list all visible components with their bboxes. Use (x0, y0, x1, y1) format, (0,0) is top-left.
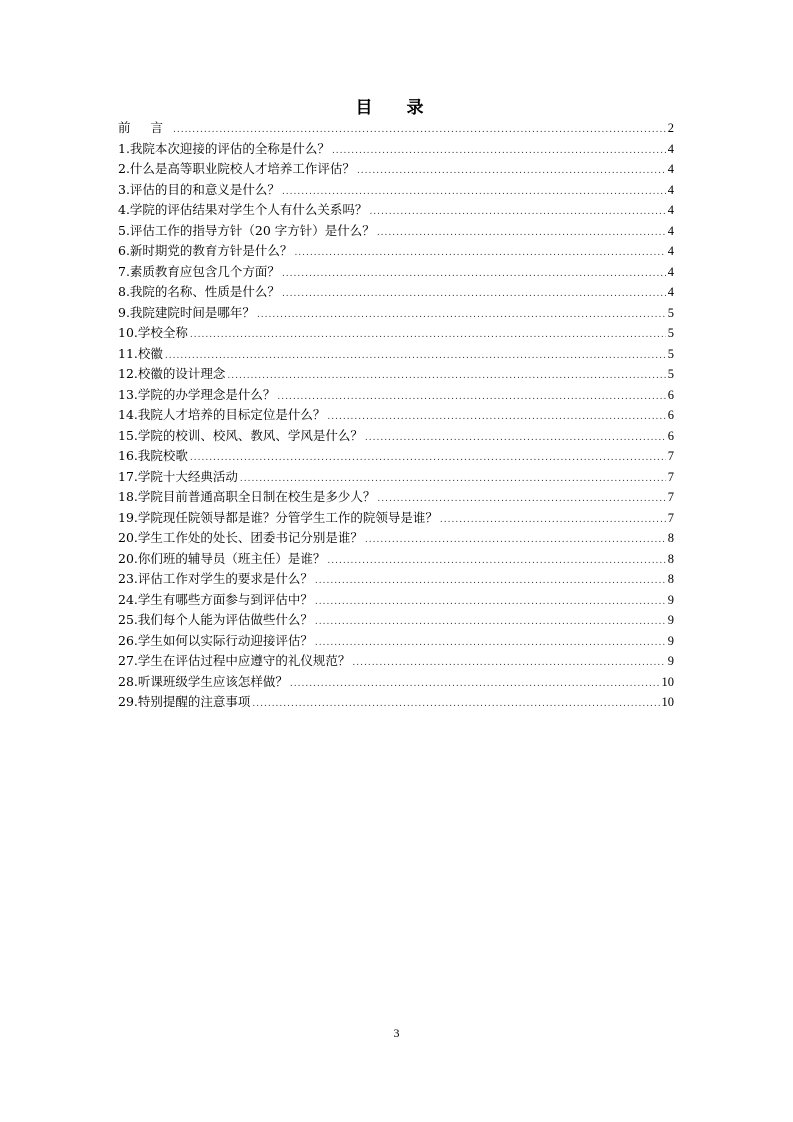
toc-entry-label: 19.学院现任院领导都是谁？分管学生工作的院领导是谁？ (118, 509, 438, 525)
page-number: 3 (393, 1026, 400, 1040)
toc-entry-page: 9 (667, 633, 674, 648)
toc-entry[interactable] (118, 323, 674, 344)
toc-entry-page: 6 (667, 428, 674, 443)
toc-entry[interactable] (118, 528, 674, 549)
page-title: 目 录 (355, 98, 438, 118)
toc-dot-leader (282, 180, 666, 201)
toc-entry-label: 18.学院目前普通高职全日制在校生是多少人？ (118, 489, 376, 504)
toc-entry-page: 4 (667, 162, 674, 176)
toc-entry-page: 4 (667, 141, 674, 156)
toc-entry[interactable] (118, 508, 674, 529)
toc-entry[interactable] (118, 405, 674, 426)
toc-entry-page: 10 (661, 674, 674, 689)
toc-entry[interactable] (118, 344, 674, 365)
toc-dot-leader (257, 303, 666, 324)
toc-entry[interactable] (118, 200, 674, 221)
toc-dot-leader (369, 200, 665, 221)
toc-entry-label: 29.特别提醒的注意事项 (118, 694, 251, 709)
toc-dot-leader (227, 364, 665, 385)
toc-entry-label: 24.学生有哪些方面参与到评估中？ (118, 591, 313, 607)
toc-entry-page: 10 (661, 695, 674, 709)
toc-entry-page: 8 (667, 531, 674, 545)
toc-entry[interactable] (118, 672, 674, 693)
toc-entry[interactable] (118, 487, 674, 508)
toc-entry-page: 9 (667, 592, 674, 607)
toc-entry-page: 5 (667, 326, 674, 340)
toc-entry-label: 6.新时期党的教育方针是什么？ (118, 243, 293, 258)
toc-entry-page: 7 (667, 490, 674, 504)
toc-entry[interactable] (118, 364, 674, 385)
toc-entry-label: 5.评估工作的指导方针（20 字方针）是什么？ (118, 222, 375, 238)
toc-entry[interactable] (118, 139, 674, 160)
toc-entry-page: 8 (667, 551, 674, 566)
toc-entry[interactable] (118, 221, 674, 242)
toc-entry-label: 23.评估工作对学生的要求是什么？ (118, 571, 313, 586)
toc-dot-leader (365, 426, 666, 447)
toc-entry-label: 15.学院的校训、校风、教风、学风是什么？ (118, 427, 363, 443)
toc-entry-page: 6 (667, 408, 674, 422)
toc-entry-label: 12.校徽的设计理念 (118, 366, 226, 381)
toc-entry-label: 3.评估的目的和意义是什么？ (118, 181, 280, 197)
toc-dot-leader (440, 508, 666, 529)
toc-entry[interactable] (118, 180, 674, 201)
toc-dot-leader (365, 528, 666, 549)
toc-entry-label: 10.学校全称 (118, 325, 188, 340)
toc-entry-page: 4 (667, 182, 674, 197)
toc-entry[interactable] (118, 549, 674, 570)
toc-dot-leader (327, 549, 665, 570)
toc-dot-leader (377, 487, 665, 508)
toc-entry-label: 13.学院的办学理念是什么？ (118, 386, 276, 402)
toc-entry-page: 2 (667, 121, 674, 135)
toc-entry[interactable] (118, 446, 674, 467)
toc-entry-label: 25.我们每个人能为评估做些什么？ (118, 612, 313, 627)
toc-dot-leader (315, 610, 666, 631)
table-of-contents (118, 118, 674, 713)
toc-entry-label: 8.我院的名称、性质是什么？ (118, 284, 280, 299)
toc-dot-leader (190, 323, 666, 344)
toc-entry[interactable] (118, 159, 674, 180)
toc-entry-page: 5 (667, 367, 674, 381)
toc-dot-leader (315, 590, 666, 611)
toc-entry-label: 14.我院人才培养的目标定位是什么？ (118, 407, 326, 422)
toc-entry-page: 4 (667, 244, 674, 258)
toc-dot-leader (173, 118, 666, 139)
toc-entry[interactable] (118, 118, 674, 139)
toc-entry-label: 17.学院十大经典活动 (118, 468, 238, 484)
toc-entry[interactable] (118, 241, 674, 262)
toc-entry-page: 7 (667, 469, 674, 484)
toc-entry-page: 9 (667, 654, 674, 668)
toc-entry-page: 7 (667, 449, 674, 463)
toc-entry-page: 4 (667, 223, 674, 238)
toc-entry-label: 26.学生如何以实际行动迎接评估？ (118, 632, 313, 648)
toc-dot-leader (357, 159, 666, 180)
toc-entry[interactable] (118, 262, 674, 283)
toc-dot-leader (315, 631, 666, 652)
toc-entry[interactable] (118, 569, 674, 590)
toc-entry[interactable] (118, 610, 674, 631)
toc-dot-leader (315, 569, 666, 590)
toc-entry[interactable] (118, 282, 674, 303)
toc-entry[interactable] (118, 426, 674, 447)
toc-entry[interactable] (118, 303, 674, 324)
toc-entry-label: 20.学生工作处的处长、团委书记分别是谁？ (118, 530, 363, 545)
toc-entry-page: 6 (667, 387, 674, 402)
toc-dot-leader (190, 446, 666, 467)
toc-dot-leader (282, 262, 666, 283)
toc-entry-label: 前 言 (118, 120, 171, 135)
toc-entry[interactable] (118, 651, 674, 672)
toc-dot-leader (282, 282, 666, 303)
toc-entry-page: 5 (667, 346, 674, 361)
toc-dot-leader (252, 692, 659, 713)
toc-entry-label: 7.素质教育应包含几个方面？ (118, 263, 280, 279)
toc-entry-page: 4 (667, 285, 674, 299)
toc-entry-label: 27.学生在评估过程中应遵守的礼仪规范？ (118, 653, 351, 668)
toc-entry-page: 7 (667, 510, 674, 525)
toc-dot-leader (294, 241, 665, 262)
toc-entry[interactable] (118, 692, 674, 713)
toc-dot-leader (327, 405, 665, 426)
toc-entry-label: 2.什么是高等职业院校人才培养工作评估？ (118, 161, 355, 176)
toc-dot-leader (290, 672, 660, 693)
toc-dot-leader (332, 139, 666, 160)
toc-entry-label: 4.学院的评估结果对学生个人有什么关系吗？ (118, 202, 368, 217)
toc-entry[interactable] (118, 385, 674, 406)
toc-entry-label: 20.你们班的辅导员（班主任）是谁？ (118, 550, 326, 566)
toc-entry-label: 1.我院本次迎接的评估的全称是什么？ (118, 140, 330, 156)
toc-entry-label: 28.听课班级学生应该怎样做？ (118, 673, 288, 689)
toc-dot-leader (277, 385, 665, 406)
toc-entry-label: 9.我院建院时间是哪年？ (118, 304, 255, 320)
toc-dot-leader (165, 344, 666, 365)
toc-entry[interactable] (118, 467, 674, 488)
toc-entry-page: 4 (667, 264, 674, 279)
toc-entry-page: 8 (667, 572, 674, 586)
toc-dot-leader (352, 651, 665, 672)
toc-entry-page: 9 (667, 613, 674, 627)
toc-entry-page: 5 (667, 305, 674, 320)
toc-entry-label: 11.校徽 (118, 345, 163, 361)
toc-entry[interactable] (118, 590, 674, 611)
toc-dot-leader (377, 221, 666, 242)
toc-entry[interactable] (118, 631, 674, 652)
toc-entry-page: 4 (667, 203, 674, 217)
toc-dot-leader (240, 467, 666, 488)
toc-entry-label: 16.我院校歌 (118, 448, 188, 463)
